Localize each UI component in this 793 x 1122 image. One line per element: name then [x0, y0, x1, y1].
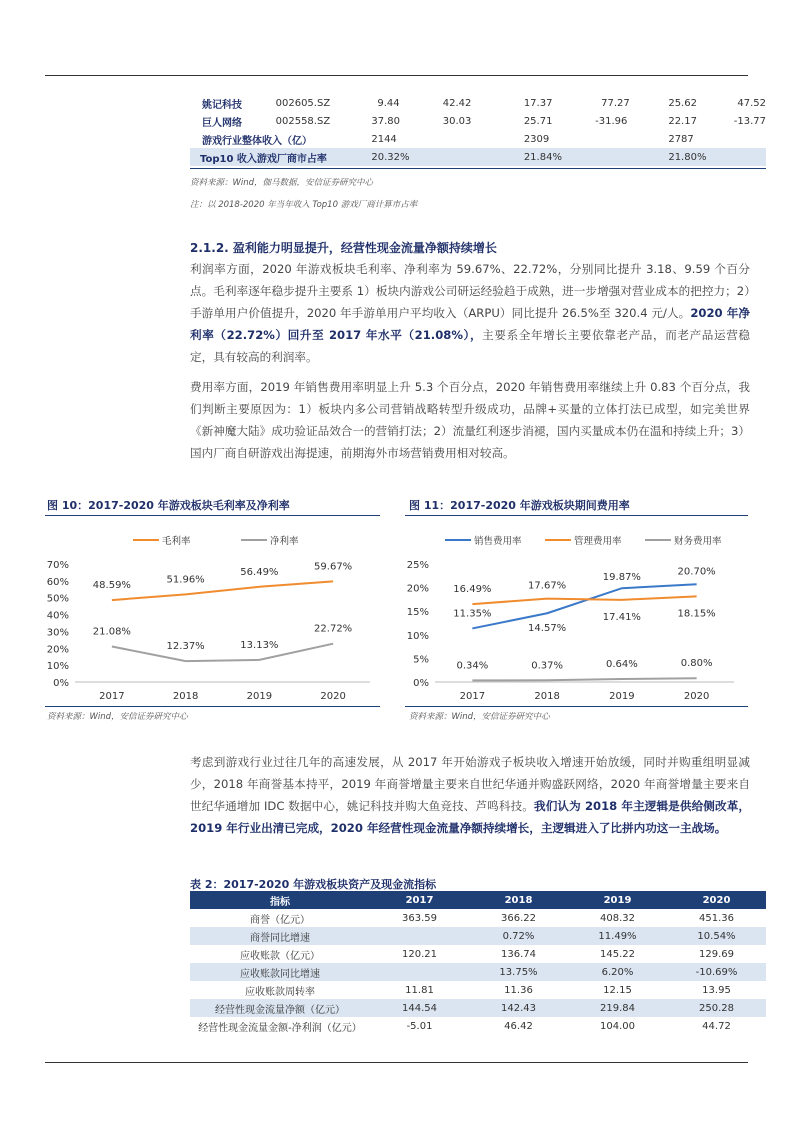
paragraph-text: 利润率方面，2020 年游戏板块毛利率、净利率为 59.67%、22.72%，分别同比提升 3.18、9.59 个百分点。毛利率逐年稳步提升主要系 1）板块内游戏公司研运经验趋于成熟，进一步增强对营业成本的把控力；2）手游单用户价值提升，2020 年手游单用户平均收入（ARPU）同比提升 26.5%至 320.4 元/人。 — [190, 262, 750, 320]
x-tick-label: 2017 — [459, 691, 486, 702]
cell: 20.32% — [355, 148, 434, 166]
cell: 129.69 — [699, 948, 734, 960]
data-label: 16.49% — [453, 584, 492, 596]
series-line — [472, 678, 696, 680]
table-row — [190, 94, 766, 112]
table-row — [190, 981, 766, 999]
cell: 250.28 — [667, 999, 766, 1017]
chart2-title: 图 11：2017-2020 年游戏板块期间费用率 — [409, 499, 630, 512]
y-tick-label: 50% — [46, 593, 69, 605]
company-name: 巨人网络 — [202, 117, 242, 129]
data-label: 59.67% — [314, 561, 353, 573]
chart1-title: 图 10：2017-2020 年游戏板块毛利率及净利率 — [47, 499, 290, 512]
y-tick-label: 40% — [46, 610, 69, 622]
row-label: 应收账款周转率 — [245, 986, 315, 998]
y-tick-label: 20% — [46, 644, 69, 656]
table2-title: 表 2：2017-2020 年游戏板块资产及现金流指标 — [190, 878, 437, 891]
cell: 22.17 — [668, 115, 697, 127]
chart1-source: 资料来源：Wind，安信证券研究中心 — [47, 712, 188, 722]
cell: 6.20% — [568, 963, 667, 981]
section-heading: 2.1.2. 盈利能力明显提升，经营性现金流量净额持续增长 — [190, 241, 497, 255]
top-rule — [45, 75, 748, 76]
y-tick-label: 10% — [406, 630, 429, 642]
x-tick-label: 2018 — [172, 691, 199, 702]
y-tick-label: 0% — [413, 678, 429, 689]
paragraph-bold: 我们认为 2018 年主逻辑是供给侧改革，2019 年行业出清已完成，2020 年经营性现金流量净额持续增长，主逻辑进入了比拼内功这一主战场。 — [190, 799, 750, 835]
paragraph-profitability — [190, 258, 750, 368]
paragraph-bold: 2020 年净利率（22.72%）回升至 2017 年水平（21.08%）， — [190, 306, 750, 342]
chart1-bottom-rule — [45, 706, 380, 707]
stock-code: 002558.SZ — [275, 115, 331, 127]
cell: 25.71 — [523, 115, 553, 127]
data-label: 11.35% — [453, 608, 492, 620]
paragraph-text: 主要系全年增长主要依靠老产品，而老产品运营稳定，具有较高的利润率。 — [190, 328, 750, 364]
cell: 2309 — [523, 133, 550, 145]
cell: 2787 — [668, 133, 694, 145]
cell: 0.72% — [469, 927, 568, 945]
chart2-source: 资料来源：Wind，安信证券研究中心 — [409, 712, 550, 722]
cell: 10.54% — [667, 927, 766, 945]
cell: 13.95 — [702, 984, 731, 996]
x-tick-label: 2020 — [320, 691, 346, 702]
chart2-bottom-rule — [405, 706, 748, 707]
table-row — [190, 999, 766, 1017]
cell: 47.52 — [737, 97, 766, 109]
table1-source: 资料来源：Wind，伽马数据，安信证券研究中心 — [190, 178, 374, 188]
data-label: 22.72% — [314, 623, 353, 635]
data-label: 51.96% — [166, 574, 205, 586]
cell: 2144 — [371, 133, 397, 145]
legend-label: 净利率 — [270, 536, 299, 547]
cell: 30.03 — [442, 115, 472, 127]
legend-label: 毛利率 — [162, 536, 191, 547]
cell: 408.32 — [600, 912, 635, 924]
col-header: 2018 — [469, 891, 568, 909]
paragraph-text: 考虑到游戏行业过往几年的高速发展，从 2017 年开始游戏子板块收入增速开始放缓，同时并购重组明显减少，2018 年商誉基本持平，2019 年商誉增量主要来自世纪华通并购盛跃网络，2020 年商誉增量主要来自世纪华通增加 IDC 数据中心，姚记科技并购大鱼竞技、芦鸣科技。 — [190, 755, 750, 813]
cell: -13.77 — [733, 115, 766, 127]
total-label: 游戏行业整体收入（亿） — [202, 135, 312, 147]
cell: 11.36 — [504, 984, 533, 996]
cell: 120.21 — [402, 948, 437, 960]
stock-code: 002605.SZ — [275, 97, 331, 109]
cell: 25.62 — [668, 97, 697, 109]
data-label: 18.15% — [677, 608, 716, 620]
cell: 21.80% — [664, 148, 733, 166]
data-label: 12.37% — [166, 641, 205, 653]
y-tick-label: 20% — [406, 583, 429, 595]
table-row — [190, 112, 766, 130]
y-tick-label: 0% — [53, 678, 69, 689]
legend-label: 财务费用率 — [674, 536, 722, 547]
cell: 46.42 — [504, 1020, 533, 1032]
cell: 21.84% — [514, 148, 593, 166]
table-header-row — [190, 891, 766, 909]
cell: 9.44 — [377, 97, 400, 109]
row-label: 商誉同比增速 — [190, 927, 370, 945]
cell: 363.59 — [402, 912, 437, 924]
expense-line-chart — [405, 520, 748, 705]
data-label: 0.37% — [531, 660, 564, 672]
cell — [370, 963, 469, 981]
row-label: 经营性现金流量净额（亿元） — [190, 999, 370, 1017]
table-row — [190, 148, 766, 166]
company-name: 姚记科技 — [202, 99, 242, 111]
cell: 451.36 — [699, 912, 734, 924]
x-tick-label: 2018 — [534, 691, 560, 702]
data-label: 56.49% — [240, 566, 279, 578]
data-label: 13.13% — [240, 639, 279, 651]
row-label: 商誉（亿元） — [250, 914, 310, 926]
table-row — [190, 909, 766, 927]
y-tick-label: 15% — [406, 607, 429, 619]
cell: 219.84 — [568, 999, 667, 1017]
cell: 44.72 — [702, 1020, 731, 1032]
share-label: Top10 收入游戏厂商市占率 — [190, 148, 355, 166]
col-header: 2017 — [370, 891, 469, 909]
cell: 145.22 — [600, 948, 635, 960]
table-row — [190, 945, 766, 963]
series-line — [472, 584, 696, 628]
asset-cashflow-table — [190, 891, 766, 1035]
bottom-rule — [45, 1062, 748, 1063]
cell — [370, 927, 469, 945]
table-row — [190, 927, 766, 945]
chart1-rule — [45, 515, 380, 516]
col-header: 2020 — [667, 891, 766, 909]
cell: 104.00 — [600, 1020, 635, 1032]
col-header: 指标 — [190, 891, 370, 909]
x-tick-label: 2019 — [609, 691, 635, 702]
data-label: 0.80% — [680, 658, 713, 670]
legend-label: 管理费用率 — [574, 536, 622, 547]
y-tick-label: 70% — [46, 560, 69, 571]
series-line — [112, 644, 333, 661]
data-label: 19.87% — [602, 572, 641, 584]
table-row — [190, 130, 766, 148]
data-label: 20.70% — [677, 566, 716, 578]
x-tick-label: 2017 — [99, 691, 125, 702]
y-tick-label: 30% — [46, 627, 69, 639]
chart2-rule — [405, 515, 748, 516]
cell: 366.22 — [501, 912, 536, 924]
table-bottom-rule — [190, 168, 766, 169]
row-label: 应收账款（亿元） — [240, 950, 320, 962]
y-tick-label: 60% — [46, 576, 69, 588]
cell: -10.69% — [667, 963, 766, 981]
cell: 13.75% — [469, 963, 568, 981]
data-label: 0.64% — [605, 658, 638, 670]
margin-line-chart — [45, 520, 380, 705]
cell: 11.81 — [405, 984, 434, 996]
cell: 144.54 — [370, 999, 469, 1017]
cell: 17.37 — [523, 97, 553, 109]
data-label: 14.57% — [528, 623, 567, 635]
y-tick-label: 10% — [46, 661, 69, 673]
paragraph-expense: 费用率方面，2019 年销售费用率明显上升 5.3 个百分点，2020 年销售费用率继续上升 0.83 个百分点，我们判断主要原因为：1）板块内多公司营销战略转型升级成功，品牌+买量的立体打法已成型，如完美世界《新神魔大陆》成功验证品效合一的营销打法；2）流量红利逐步消褪，国内买量成本仍在温和持续上升；3）国内厂商自研游戏出海提速，前期海外市场营销费用相对较高。 — [190, 380, 750, 460]
data-label: 17.67% — [528, 580, 567, 592]
cell: 12.15 — [603, 984, 632, 996]
y-tick-label: 25% — [406, 560, 429, 571]
cell: 142.43 — [469, 999, 568, 1017]
x-tick-label: 2020 — [683, 691, 710, 702]
data-label: 21.08% — [92, 626, 131, 638]
cell: 77.27 — [601, 97, 630, 109]
table-row — [190, 1017, 766, 1035]
col-header: 2019 — [568, 891, 667, 909]
data-label: 48.59% — [92, 580, 131, 592]
x-tick-label: 2019 — [246, 691, 273, 702]
data-label: 0.34% — [456, 660, 489, 672]
legend-label: 销售费用率 — [474, 536, 522, 547]
paragraph-goodwill — [190, 751, 750, 839]
company-revenue-table — [190, 94, 766, 166]
table-row — [190, 963, 766, 981]
cell: 136.74 — [501, 948, 536, 960]
cell: 37.80 — [371, 115, 400, 127]
cell: 42.42 — [442, 97, 472, 109]
cell: -5.01 — [406, 1020, 433, 1032]
series-line — [112, 581, 333, 600]
data-label: 17.41% — [602, 611, 641, 623]
cell: 11.49% — [568, 927, 667, 945]
row-label: 应收账款同比增速 — [190, 963, 370, 981]
y-tick-label: 5% — [413, 654, 429, 666]
table1-note: 注：以 2018-2020 年当年收入 Top10 游戏厂商计算市占率 — [190, 200, 418, 210]
row-label: 经营性现金流量金额-净利润（亿元） — [198, 1022, 362, 1034]
cell: -31.96 — [595, 115, 628, 127]
